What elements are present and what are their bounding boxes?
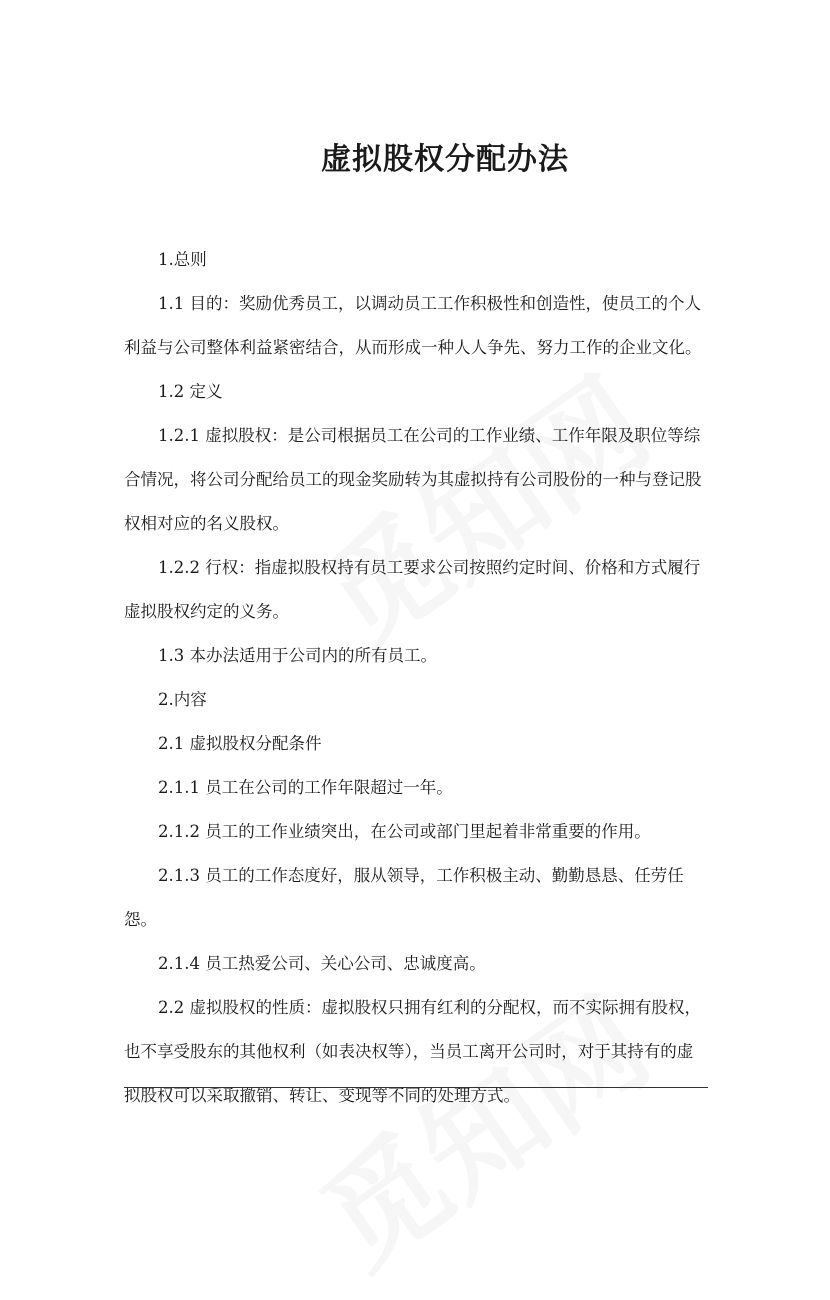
paragraph: 2.1.3 员工的工作态度好，服从领导，工作积极主动、勤勤恳恳、任劳任怨。 <box>124 866 684 929</box>
paragraph: 2.1.2 员工的工作业绩突出，在公司或部门里起着非常重要的作用。 <box>158 822 651 841</box>
paragraph: 1.2.1 虚拟股权：是公司根据员工在公司的工作业绩、工作年限及职位等综合情况，将公司分配给员工的现金奖励转为其虚拟持有公司股份的一种与登记股权相对应的名义股权。 <box>124 426 702 533</box>
paragraph: 1.2 定义 <box>158 382 223 401</box>
paragraph: 1.3 本办法适用于公司内的所有员工。 <box>158 646 437 665</box>
paragraph: 1.1 目的：奖励优秀员工，以调动员工工作积极性和创造性，使员工的个人利益与公司整体利益紧密结合，从而形成一种人人争先、努力工作的企业文化。 <box>124 294 702 357</box>
page-title: 虚拟股权分配办法 <box>321 142 569 178</box>
paragraph: 2.1.1 员工在公司的工作年限超过一年。 <box>158 778 453 797</box>
paragraph: 2.2 虚拟股权的性质：虚拟股权只拥有红利的分配权，而不实际拥有股权，也不享受股东的其他权利（如表决权等），当员工离开公司时，对于其持有的虚拟股权可以采取撤销、转让、变现等不同的处理方式。 <box>124 998 701 1105</box>
paragraph: 2.内容 <box>158 690 207 709</box>
page-footer-rule <box>124 1087 708 1088</box>
paragraph: 1.2.2 行权：指虚拟股权持有员工要求公司按照约定时间、价格和方式履行虚拟股权约定的义务。 <box>124 558 701 621</box>
paragraph: 1.总则 <box>158 250 207 269</box>
document-body <box>124 238 708 1118</box>
paragraph: 2.1.4 员工热爱公司、关心公司、忠诚度高。 <box>158 954 486 973</box>
paragraph: 2.1 虚拟股权分配条件 <box>158 734 322 753</box>
